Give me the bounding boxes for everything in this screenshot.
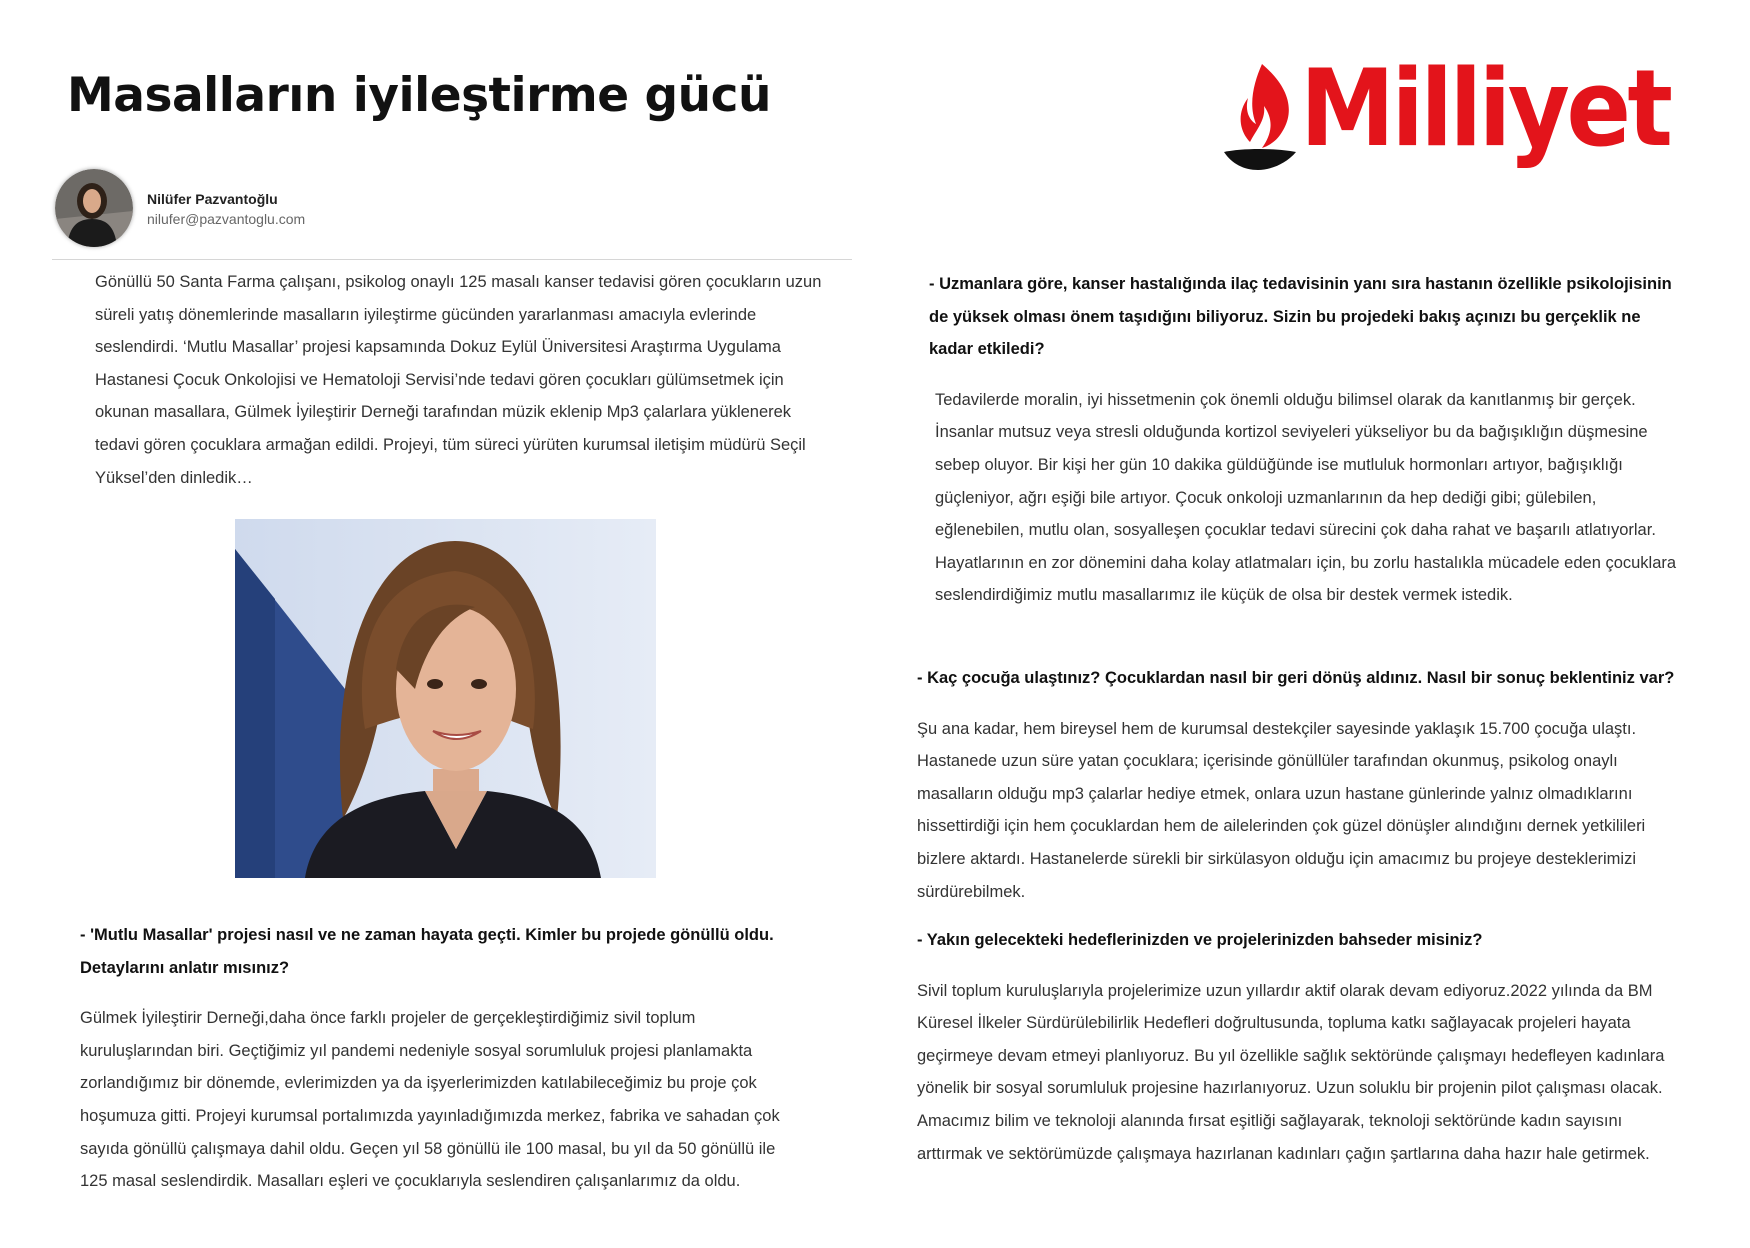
answer-1: Gülmek İyileştirir Derneği,daha önce farklı projeler de gerçekleştirdiğimiz sivil toplum kuruluşlarından biri. Geçtiğimiz yıl pandemi nedeniyle sosyal sorumluluk projesi planlamakta zorlandığımız bir dönemde, evlerimizden ya da işyerlerimizden katılabileceğimiz bu proje çok hoşumuza gitti. Projeyi kurumsal portalımızda yayınladığımızda merkez, fabrika ve sahadan çok sayıda gönüllü çalışmaya dahil oldu. Geçen yıl 58 gönüllü ile 100 masal, bu yıl da 50 gönüllü ile 125 masal seslendirdik. Masalları eşleri ve çocuklarıyla seslendiren çalışanlarımız da oldu. [80, 1009, 780, 1191]
answer-4: Sivil toplum kuruluşlarıyla projelerimize uzun yıllardır aktif olarak devam ediyoruz.2022 yılında da BM Küresel İlkeler Sürdürülebilirlik Hedefleri doğrultusunda, topluma katkı sağlayacak projeleri hayata geçirmeye devam etmeyi planlıyoruz. Bu yıl özellikle sağlık sektöründe çalışmayı hedefleyen kadınlara yönelik bir sosyal sorumluluk projesine hazırlanıyoruz. Uzun soluklu bir projenin pilot çalışması olacak. Amacımız bilim ve teknoloji alanında fırsat eşitliği sağlayarak, teknoloji sektöründe kadın sayısını arttırmak ve sektörümüzde çalışmaya hazırlanan kadınları çağın şartlarına daha hazır hale getirmek. [917, 981, 1665, 1163]
author-avatar [55, 169, 133, 247]
question-3: - Kaç çocuğa ulaştınız? Çocuklardan nasıl bir geri dönüş aldınız. Nasıl bir sonuç beklentiniz var? [917, 669, 1675, 687]
logo-wordmark: Milliyet [1300, 47, 1670, 170]
q1-section [80, 919, 800, 1198]
q4-section [917, 924, 1687, 1170]
flame-icon [1218, 60, 1300, 176]
author-name: Nilüfer Pazvantoğlu [147, 191, 278, 207]
interviewee-photo [235, 519, 656, 878]
q3-section [917, 662, 1687, 908]
answer-3: Şu ana kadar, hem bireysel hem de kurumsal destekçiler sayesinde yaklaşık 15.700 çocuğa ulaştı. Hastanede uzun süre yatan çocuklara; içerisinde gönüllüler tarafından okunmuş, psikolog onaylı masalların olduğu mp3 çalarlar hediye etmek, onlara uzun hastane günlerinde yalnız olmadıklarını hissettirdiği için hem çocuklardan hem de ailelerinden çok güzel dönüşler alındığını dernek yetkilileri bizlere aktardı. Hastanelerde sürekli bir sirkülasyon olduğu için amacımız bu projeye desteklerimizi sürdürebilmek. [917, 719, 1646, 901]
question-1: - 'Mutlu Masallar' projesi nasıl ve ne zaman hayata geçti. Kimler bu projede gönüllü oldu. Detaylarını anlatır mısınız? [80, 926, 774, 977]
question-4: - Yakın gelecekteki hedeflerinizden ve projelerinizden bahseder misiniz? [917, 931, 1483, 949]
author-divider [52, 259, 852, 260]
question-2: - Uzmanlara göre, kanser hastalığında ilaç tedavisinin yanı sıra hastanın özellikle psikolojisinin de yüksek olması önem taşıdığını biliyoruz. Sizin bu projedeki bakış açınızı bu gerçeklik ne kadar etkiledi? [929, 275, 1672, 359]
intro-section [95, 266, 835, 494]
answer-2: Tedavilerde moralin, iyi hissetmenin çok önemli olduğu bilimsel olarak da kanıtlanmış bir gerçek. İnsanlar mutsuz veya stresli olduğunda kortizol seviyeleri yükseliyor bu da bağışıklığın düşmesine sebep oluyor. Bir kişi her gün 10 dakika güldüğünde ise mutluluk hormonları artıyor, bağışıklığı güçleniyor, ağrı eşiği bile artıyor. Çocuk onkoloji uzmanlarının da hep dediği gibi; gülebilen, eğlenebilen, mutlu olan, sosyalleşen çocuklar tedavi sürecini çok daha rahat ve başarılı atlatıyorlar. Hayatlarının en zor dönemini daha kolay atlatmaları için, bu zorlu hastalıkla mücadele eden çocuklara seslendirdiğimiz mutlu masallarımız ile küçük de olsa bir destek vermek istedik. [935, 390, 1677, 605]
article-title: Masalların iyileştirme gücü [67, 68, 771, 123]
q2-section [929, 268, 1689, 612]
author-email[interactable]: nilufer@pazvantoglu.com [147, 211, 306, 227]
milliyet-logo[interactable] [1218, 47, 1688, 176]
author-block [55, 169, 855, 259]
intro-paragraph: Gönüllü 50 Santa Farma çalışanı, psikolog onaylı 125 masalı kanser tedavisi gören çocukların uzun süreli yatış dönemlerinde masalların iyileştirme gücünden yararlanması amacıyla evlerinde seslendirdi. ‘Mutlu Masallar’ projesi kapsamında Dokuz Eylül Üniversitesi Araştırma Uygulama Hastanesi Çocuk Onkolojisi ve Hematoloji Servisi’nde tedavi gören çocukları gülümsetmek için okunan masallara, Gülmek İyileştirir Derneği tarafından müzik eklenip Mp3 çalarlara yüklenerek tedavi gören çocuklara armağan edildi. Projeyi, tüm süreci yürüten kurumsal iletişim müdürü Seçil Yüksel’den dinledik… [95, 273, 822, 487]
